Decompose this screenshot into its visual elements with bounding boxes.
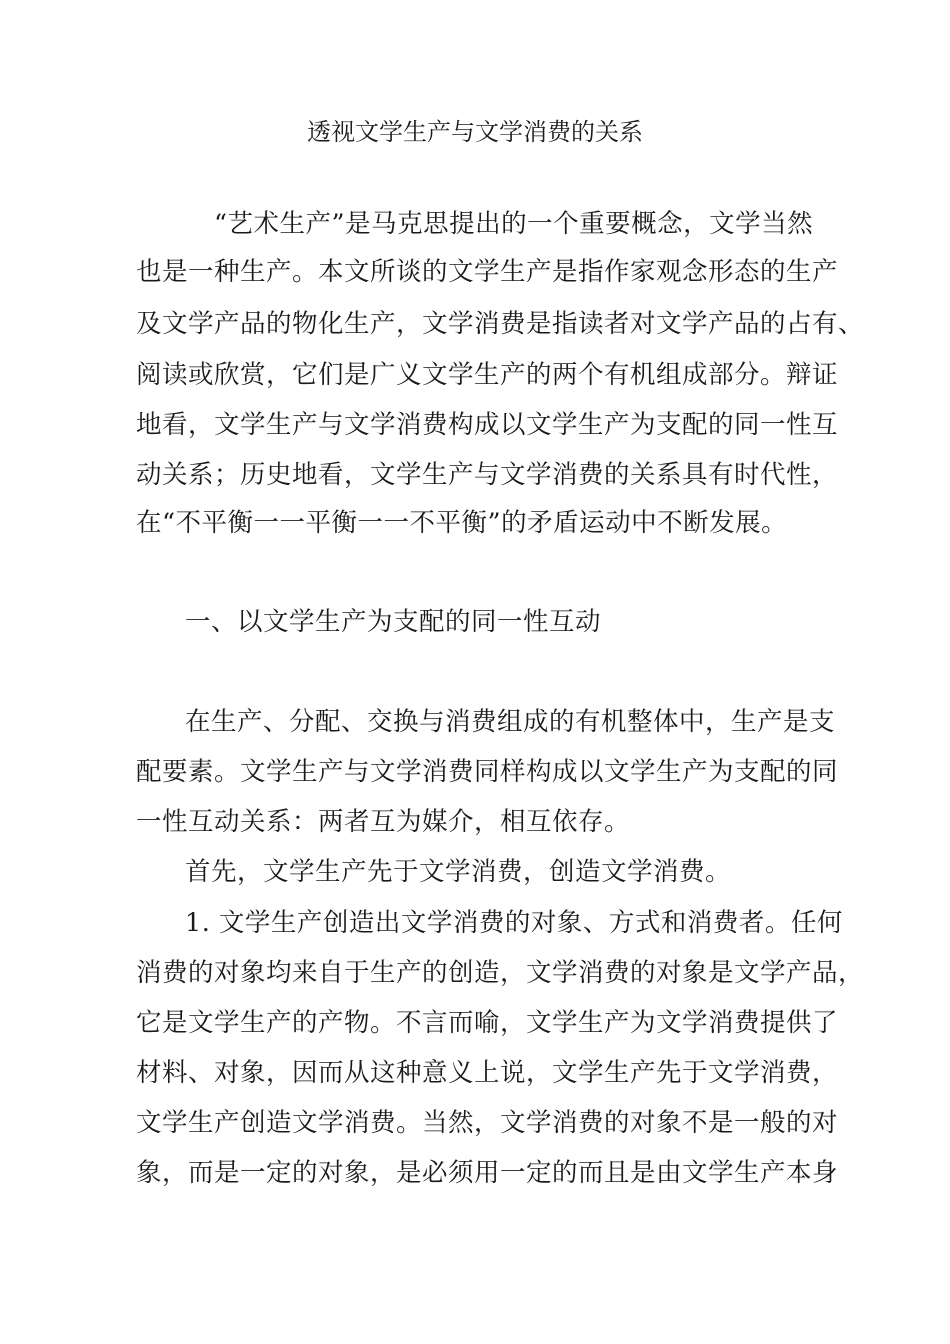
point1-paragraph-line: 象，而是一定的对象，是必须用一定的而且是由文学生产本身 <box>136 1158 839 1188</box>
point1-paragraph-line: 它是文学生产的产物。不言而喻，文学生产为文学消费提供了 <box>136 1008 839 1038</box>
section-paragraph-line: 配要素。文学生产与文学消费同样构成以文学生产为支配的同 <box>136 757 839 787</box>
document-title: 透视文学生产与文学消费的关系 <box>307 118 643 146</box>
section-paragraph-line: 在生产、分配、交换与消费组成的有机整体中，生产是支 <box>185 707 836 737</box>
section-heading: 一、以文学生产为支配的同一性互动 <box>185 607 602 637</box>
intro-paragraph-line: 也是一种生产。本文所谈的文学生产是指作家观念形态的生产 <box>136 257 839 287</box>
point1-paragraph-line: 材料、对象，因而从这种意义上说，文学生产先于文学消费， <box>136 1058 839 1088</box>
section-paragraph-line: 一性互动关系：两者互为媒介，相互依存。 <box>136 807 631 837</box>
point1-paragraph-line: 1. 文学生产创造出文学消费的对象、方式和消费者。任何 <box>185 908 843 938</box>
intro-paragraph-line: 地看，文学生产与文学消费构成以文学生产为支配的同一性互 <box>136 410 839 440</box>
intro-paragraph-line: 在“不平衡一一平衡一一不平衡”的矛盾运动中不断发展。 <box>136 508 788 538</box>
point1-paragraph-line: 文学生产创造文学消费。当然，文学消费的对象不是一般的对 <box>136 1108 839 1138</box>
point1-paragraph-line: 消费的对象均来自于生产的创造，文学消费的对象是文学产品， <box>136 958 865 988</box>
intro-paragraph-line: 动关系；历史地看，文学生产与文学消费的关系具有时代性， <box>136 460 839 490</box>
intro-paragraph-line: “艺术生产”是马克思提出的一个重要概念，文学当然 <box>214 209 814 239</box>
intro-paragraph-line: 阅读或欣赏，它们是广义文学生产的两个有机组成部分。辩证 <box>136 360 839 390</box>
first-point-line: 首先，文学生产先于文学消费，创造文学消费。 <box>185 857 732 887</box>
intro-paragraph-line: 及文学产品的物化生产，文学消费是指读者对文学产品的占有、 <box>136 309 865 339</box>
